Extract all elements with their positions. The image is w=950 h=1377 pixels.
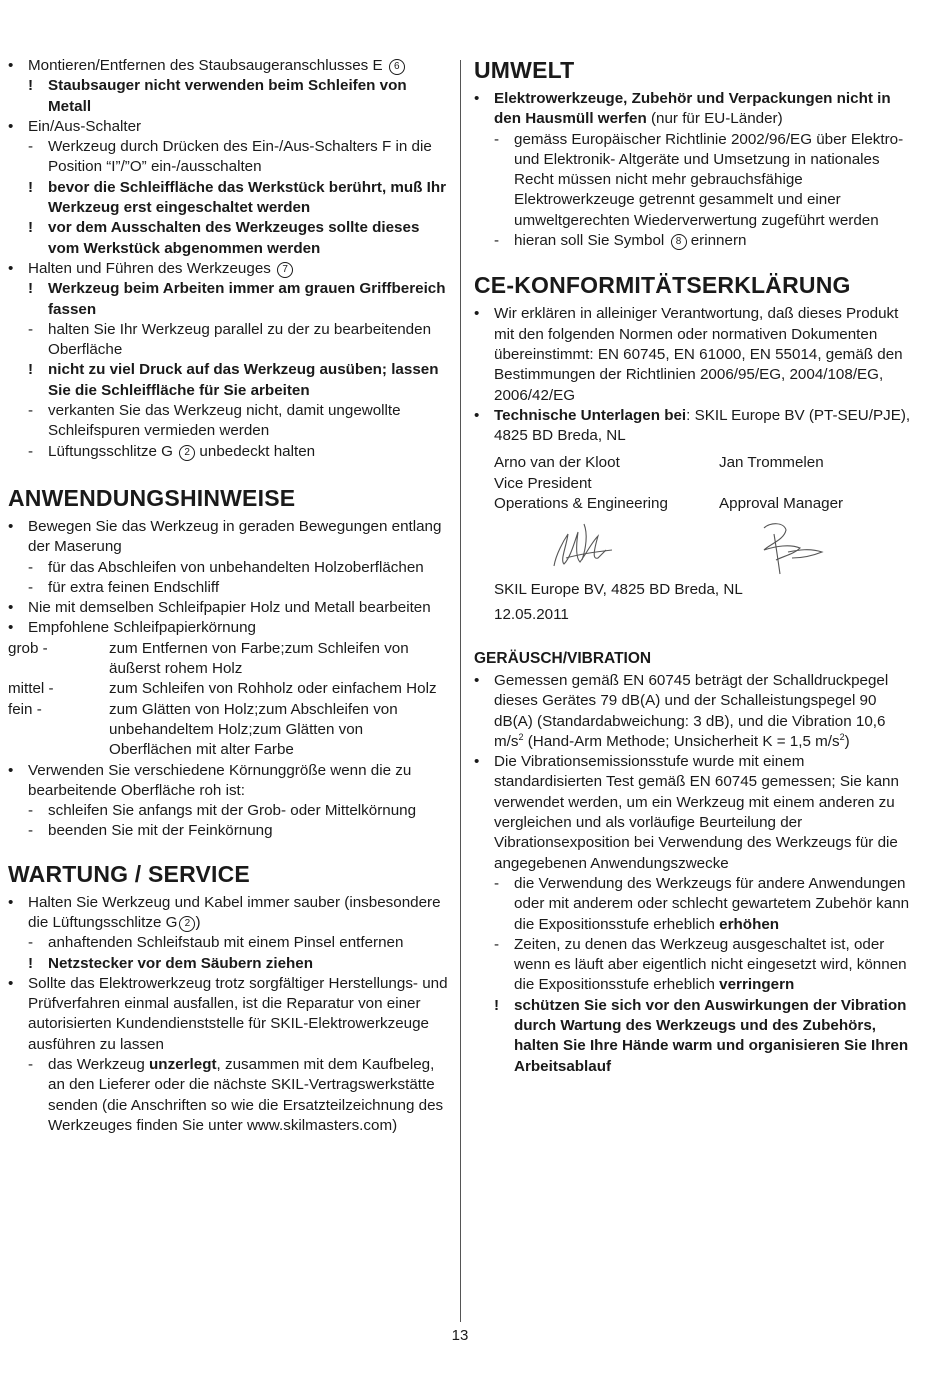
signatory-name: Arno van der Kloot xyxy=(494,454,620,472)
signatory-name: Jan Trommelen xyxy=(719,454,824,472)
sub-item: - die Verwendung des Werkzeugs für andere Anwendungen oder mit anderem oder schlecht gewartetem Zubehör kann die Expositionsstufe erheblich erhöhen xyxy=(494,874,910,933)
section-heading-anwendungshinweise: ANWENDUNGSHINWEISE xyxy=(8,484,296,511)
reference-number-icon: 2 xyxy=(179,916,195,932)
warning-item: ! Staubsauger nicht verwenden beim Schleifen von Metall xyxy=(28,77,407,115)
signatory-title: Operations & Engineering xyxy=(494,495,668,513)
list-item: • Ein/Aus-Schalter xyxy=(8,117,142,135)
list-item: • Halten Sie Werkzeug und Kabel immer sauber (insbesondere die Lüftungsschlitze G 2 ) xyxy=(8,893,441,931)
grit-row: mittel - zum Schleifen von Rohholz oder einfachem Holz xyxy=(8,680,437,698)
signatory-title: Approval Manager xyxy=(719,495,844,513)
warning-item: ! nicht zu viel Druck auf das Werkzeug ausüben; lassen Sie die Schleiffläche für Sie arbeiten xyxy=(28,361,439,399)
signature-date: 12.05.2011 xyxy=(494,605,569,623)
warning-item: ! vor dem Ausschalten des Werkzeuges sollte dieses vom Werkstück abgenommen werden xyxy=(28,219,420,257)
list-item: • Wir erklären in alleiniger Verantwortung, daß dieses Produkt mit den folgenden Normen oder normativen Dokumenten übereinstimmt: EN 60745, EN 61000, EN 55014, gemäß den Bestimmungen der Richtlinien 2006/95/EG, 2004/108/EG, 2006/42/EG xyxy=(474,305,903,404)
list-item: • Elektrowerkzeuge, Zubehör und Verpackungen nicht in den Hausmüll werfen (nur für EU-Länder) xyxy=(474,90,891,128)
sub-item: - anhaftenden Schleifstaub mit einem Pinsel entfernen xyxy=(28,934,404,952)
column-divider xyxy=(460,60,461,1322)
signature-image xyxy=(494,514,914,580)
list-item: • Montieren/Entfernen des Staubsaugeranschlusses E 6 xyxy=(8,56,448,76)
signatory-title: Vice President xyxy=(494,474,592,492)
reference-number-icon: 6 xyxy=(389,59,405,75)
list-item: • Sollte das Elektrowerkzeug trotz sorgfältiger Herstellungs- und Prüfverfahren einmal ausfallen, ist die Reparatur von einer autorisierten Kundendienststelle für SKIL-Elektrowerkzeuge ausführen zu lassen xyxy=(8,974,448,1053)
warning-item: ! Werkzeug beim Arbeiten immer am grauen Griffbereich fassen xyxy=(28,280,446,318)
list-item: • Technische Unterlagen bei: SKIL Europe BV (PT-SEU/PJE), 4825 BD Breda, NL xyxy=(474,406,911,445)
ce-mark-icon: CE xyxy=(474,272,507,299)
page-number: 13 xyxy=(451,1327,469,1344)
warning-item: ! schützen Sie sich vor den Auswirkungen der Vibration durch Wartung des Werkzeugs und des Zubehörs, halten Sie Ihre Hände warm und organisieren Sie Ihren Arbeitsablauf xyxy=(494,996,909,1075)
sub-item: - beenden Sie mit der Feinkörnung xyxy=(28,822,273,840)
sub-item: - für das Abschleifen von unbehandelten Holzoberflächen xyxy=(28,558,424,576)
reference-number-icon: 2 xyxy=(179,445,195,461)
sub-item: - das Werkzeug unzerlegt, zusammen mit dem Kaufbeleg, an den Lieferer oder die nächste SKIL-Vertragswerkstätte senden (die Anschriften so wie die Ersatzteilzeichnung des Werkzeuges finden Sie unter www.skilmasters.com) xyxy=(28,1056,444,1134)
grit-row: grob - zum Entfernen von Farbe;zum Schleifen von äußerst rohem Holz xyxy=(8,639,409,678)
right-column xyxy=(474,56,914,1077)
list-item: • Halten und Führen des Werkzeuges 7 xyxy=(8,259,448,279)
handwritten-signatures xyxy=(494,514,914,580)
list-item: • Verwenden Sie verschiedene Körnunggröße wenn die zu bearbeitende Oberfläche roh ist: xyxy=(8,761,412,799)
company-address: SKIL Europe BV, 4825 BD Breda, NL xyxy=(494,581,743,599)
warning-item: ! bevor die Schleiffläche das Werkstück berührt, muß Ihr Werkzeug erst eingeschaltet werden xyxy=(28,178,447,217)
sub-item: - Werkzeug durch Drücken des Ein-/Aus-Schalters F in die Position “I”/”O” ein-/ausschalten xyxy=(28,138,432,176)
section-heading-geraeusch-vibration: GERÄUSCH/VIBRATION xyxy=(474,649,652,667)
sub-item: - Zeiten, zu denen das Werkzeug ausgeschaltet ist, oder wenn es läuft aber eigentlich nicht eingesetzt wird, können die Expositionsstufe erheblich verringern xyxy=(494,935,907,994)
list-item: • Gemessen gemäß EN 60745 beträgt der Schalldruckpegel dieses Gerätes 79 dB(A) und der Schalleistungspegel 90 dB(A) (Standardabweichung: 3 dB), und die Vibration 10,6 $m/s^2$ (Hand-Arm Methode; Unsicherheit K = 1,5 $m/s^2$) xyxy=(474,671,889,750)
sub-item: - für extra feinen Endschliff xyxy=(28,578,220,596)
list-item: • Die Vibrationsemissionsstufe wurde mit einem standardisierten Test gemäß EN 60745 gemessen; Sie kann verwendet werden, um ein Werkzeug mit einem anderen zu vergleichen und als vorläufige Beurteilung der Vibrationsexposition bei Verwendung des Werkzeugs für die angegebenen Anwendungszwecke xyxy=(474,753,899,872)
sub-item: - schleifen Sie anfangs mit der Grob- oder Mittelkörnung xyxy=(28,802,417,820)
signature-block xyxy=(474,453,914,624)
sub-item: - hieran soll Sie Symbol 8 erinnern xyxy=(494,232,747,250)
sub-item: - verkanten Sie das Werkzeug nicht, damit ungewollte Schleifspuren vermieden werden xyxy=(28,402,401,440)
reference-number-icon: 8 xyxy=(671,234,687,250)
section-heading-konformitaet: CE-KONFORMITÄTSERKLÄRUNG xyxy=(474,272,851,299)
list-item: • Nie mit demselben Schleifpapier Holz und Metall bearbeiten xyxy=(8,599,431,617)
left-column xyxy=(8,56,448,1136)
sub-item: - halten Sie Ihr Werkzeug parallel zu der zu bearbeitenden Oberfläche xyxy=(28,320,432,359)
list-item: • Bewegen Sie das Werkzeug in geraden Bewegungen entlang der Maserung xyxy=(8,517,442,556)
grit-row: fein - zum Glätten von Holz;zum Abschleifen von unbehandeltem Holz;zum Glätten von Oberflächen mit alter Farbe xyxy=(8,700,398,759)
list-item: • Empfohlene Schleifpapierkörnung xyxy=(8,619,256,637)
section-heading-umwelt: UMWELT xyxy=(474,57,575,83)
section-heading-wartung-service: WARTUNG / SERVICE xyxy=(8,860,250,887)
sub-item: - gemäss Europäischer Richtlinie 2002/96/EG über Elektro- und Elektronik- Altgeräte und Umsetzung in nationales Recht müssen nicht mehr gebrauchsfähige Elektrowerkzeuge getrennt gesammelt und einer umweltgerechten Wiederverwertung zugeführt werden xyxy=(494,130,904,229)
sub-item: - Lüftungsschlitze G 2 unbedeckt halten xyxy=(28,442,316,460)
warning-item: ! Netzstecker vor dem Säubern ziehen xyxy=(28,954,314,972)
reference-number-icon: 7 xyxy=(277,262,293,278)
